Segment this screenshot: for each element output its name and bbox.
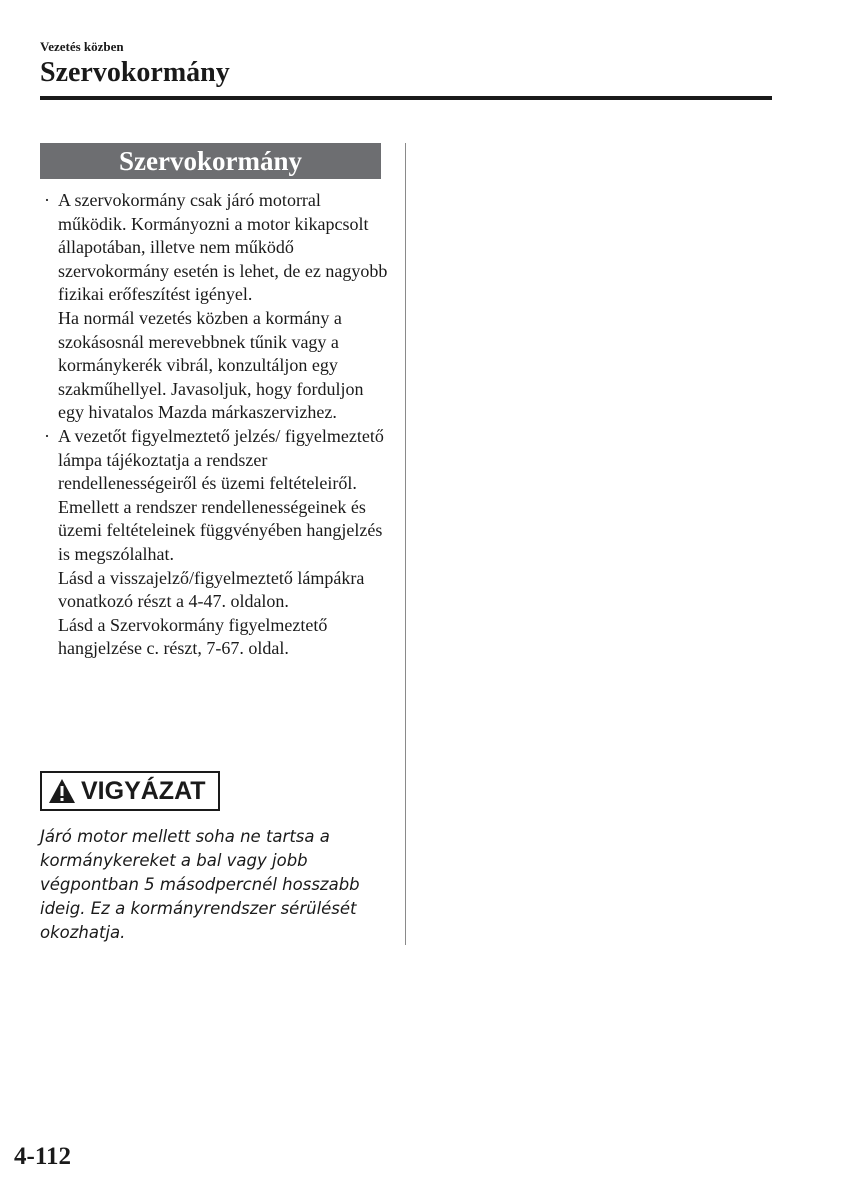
breadcrumb: Vezetés közben <box>40 39 124 54</box>
paragraph: A szervokormány csak járó motorral működik. Kormányozni a motor kikapcsolt állapotában, illetve nem működő szervokormány esetén is lehet, de ez nagyobb fizikai erőfeszítést igényel. <box>58 190 388 305</box>
paragraph: Lásd a Szervokormány figyelmeztető hangjelzése c. részt, 7-67. oldal. <box>58 614 328 659</box>
header-divider <box>40 96 772 100</box>
caution-box <box>40 771 220 811</box>
caution-label: VIGYÁZAT <box>81 776 206 805</box>
paragraph: A vezetőt figyelmeztető jelzés/ figyelmeztető lámpa tájékoztatja a rendszer rendellenességeiről és üzemi feltételeiről. <box>58 425 384 494</box>
bullet-mark: · <box>44 190 50 210</box>
bullet-list <box>40 189 390 661</box>
paragraph: Ha normál vezetés közben a kormány a szokásosnál merevebbnek tűnik vagy a kormánykerék vibrál, konzultáljon egy szakműhellyel. Javasoljuk, hogy forduljon egy hivatalos Mazda márkaszervizhez. <box>58 307 364 423</box>
bullet-item-steering-effort <box>40 189 390 425</box>
caution-text: Járó motor mellett soha ne tartsa a kormánykereket a bal vagy jobb végpontban 5 másodpercnél hosszabb ideig. Ez a kormányrendszer sérülését okozhatja. <box>40 827 360 942</box>
page-title: Szervokormány <box>40 57 230 88</box>
bullet-mark: · <box>44 425 50 446</box>
bullet-item-warning-light <box>40 425 390 661</box>
paragraph: Emellett a rendszer rendellenességeinek és üzemi feltételeinek függvényében hangjelzés is megszólalhat. <box>58 496 383 564</box>
section-banner: Szervokormány <box>40 143 381 179</box>
column-divider <box>405 143 406 945</box>
page-number: 4-112 <box>14 1143 71 1170</box>
warning-triangle-icon <box>48 778 76 804</box>
paragraph: Lásd a visszajelző/figyelmeztető lámpákra vonatkozó részt a 4-47. oldalon. <box>58 567 365 612</box>
